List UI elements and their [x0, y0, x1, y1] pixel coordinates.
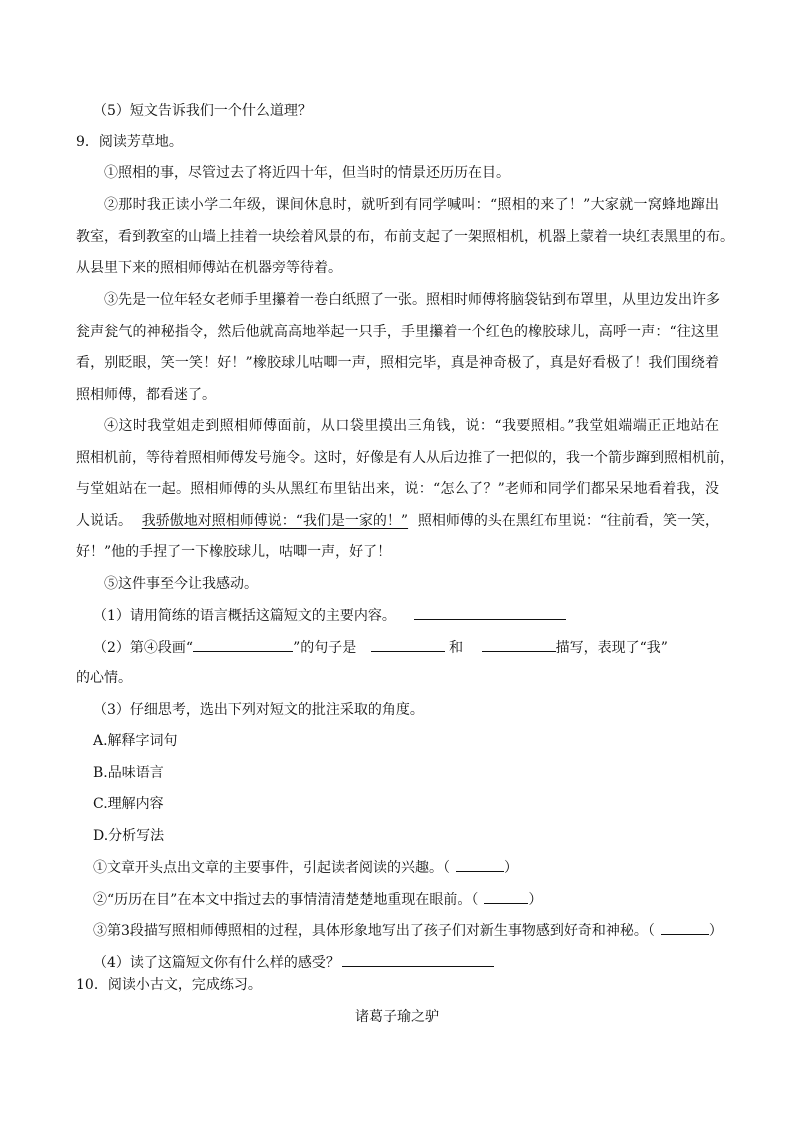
- question-8-5: （5）短文告诉我们一个什么道理？: [93, 103, 312, 119]
- paragraph-2-line: 教室，看到教室的山墙上挂着一块绘着风景的布，布前支起了一架照相机，机器上蒙着一块红表黑里的布。: [76, 229, 734, 245]
- close-paren: ）: [528, 892, 543, 908]
- question-9-3: （3）仔细思考，选出下列对短文的批注采取的角度。: [93, 702, 424, 718]
- paragraph-1: ①照相的事，尽管过去了将近四十年，但当时的情景还历历在目。: [104, 165, 510, 181]
- paragraph-3-line: 照相师傅，都看迷了。: [76, 387, 216, 403]
- question-9-1-text: （1）请用简练的语言概括这篇短文的主要内容。: [93, 608, 396, 624]
- question-10-heading: 10．阅读小古文，完成练习。: [76, 977, 262, 993]
- option-c: C.理解内容: [93, 796, 164, 812]
- paragraph-4-text: 照相师傅的头在黑红布里说：“往前看，笑一笑，: [417, 513, 719, 529]
- paragraph-2-line: ②那时我正读小学二年级，课间休息时，就听到有同学喊叫：“照相的来了！”大家就一窝蜂地蹿出: [104, 197, 719, 213]
- paragraph-4-line: 照相机前，等待着照相师傅发号施令。这时，好像是有人从后边推了一把似的，我一个箭步蹿到照相机前，: [76, 450, 734, 466]
- comment-1: [93, 857, 518, 878]
- paragraph-3-line: 看，别眨眼，笑一笑！好！”橡胶球儿咕唧一声，照相完毕，真是神奇极了，真是好看极了！我们围绕着: [76, 355, 719, 371]
- paragraph-4-text: 人说话。: [76, 513, 132, 529]
- paragraph-5: ⑤这件事至今让我感动。: [104, 576, 258, 592]
- underlined-sentence: 我骄傲地对照相师傅说：“我们是一家的！”: [141, 513, 409, 529]
- question-9-2-text: （2）第④段画“: [93, 640, 194, 656]
- paragraph-4-line: 好！”他的手捏了一下橡胶球儿，咕唧一声，好了！: [76, 544, 392, 560]
- question-9-2-text: ”的句子是: [293, 640, 357, 656]
- question-9-1: [93, 605, 566, 626]
- paragraph-3-line: ③先是一位年轻女老师手里攥着一卷白纸照了一张。照相时师傅将脑袋钻到布罩里，从里边发出许多: [104, 292, 720, 308]
- answer-blank[interactable]: [456, 857, 504, 872]
- answer-blank[interactable]: [484, 889, 528, 904]
- close-paren: ）: [504, 860, 518, 876]
- question-9-2-cont: 的心情。: [76, 670, 132, 686]
- question-9-2: [93, 637, 668, 658]
- question-9-4: [93, 952, 494, 973]
- option-b: B.品味语言: [93, 765, 164, 781]
- paragraph-4-line: ④这时我堂姐走到照相师傅面前，从口袋里摸出三角钱，说：“我要照相。”我堂姐端端正正地站在: [104, 418, 719, 434]
- paragraph-4-line: 与堂姐站在一起。照相师傅的头从黑红布里钻出来，说：“怎么了？”老师和同学们都呆呆地看着我，没: [76, 481, 719, 497]
- question-9-4-text: （4）读了这篇短文你有什么样的感受？: [93, 955, 340, 971]
- answer-blank[interactable]: [414, 605, 566, 620]
- comment-2: [93, 889, 542, 910]
- answer-blank[interactable]: [482, 637, 556, 652]
- comment-3-text: ③第3段描写照相师傅照相的过程，具体形象地写出了孩子们对新生事物感到好奇和神秘。（: [93, 923, 655, 939]
- answer-blank[interactable]: [371, 637, 445, 652]
- option-d: D.分析写法: [93, 828, 165, 844]
- comment-2-text: ②“历历在目”在本文中指过去的事情清清楚楚地重现在眼前。（: [93, 892, 479, 908]
- question-9-heading: 9．阅读芳草地。: [76, 134, 183, 150]
- answer-blank[interactable]: [661, 920, 709, 935]
- passage-title: 诸葛子瑜之驴: [355, 1009, 439, 1025]
- answer-blank[interactable]: [193, 637, 293, 652]
- paragraph-4-line: [76, 511, 719, 531]
- paragraph-3-line: 瓮声瓮气的神秘指令，然后他就高高地举起一只手，手里攥着一个红色的橡胶球儿，高呼一声：“往这里: [76, 324, 719, 340]
- option-a: A.解释字词句: [93, 733, 178, 749]
- paragraph-2-line: 从县里下来的照相师傅站在机器旁等待着。: [76, 260, 342, 276]
- close-paren: ）: [708, 923, 723, 939]
- comment-3: [93, 920, 723, 941]
- comment-1-text: ①文章开头点出文章的主要事件，引起读者阅读的兴趣。（: [93, 860, 450, 876]
- question-9-2-text: 和: [449, 640, 464, 656]
- answer-blank[interactable]: [342, 952, 494, 967]
- question-9-2-text: 描写，表现了“我”: [555, 640, 668, 656]
